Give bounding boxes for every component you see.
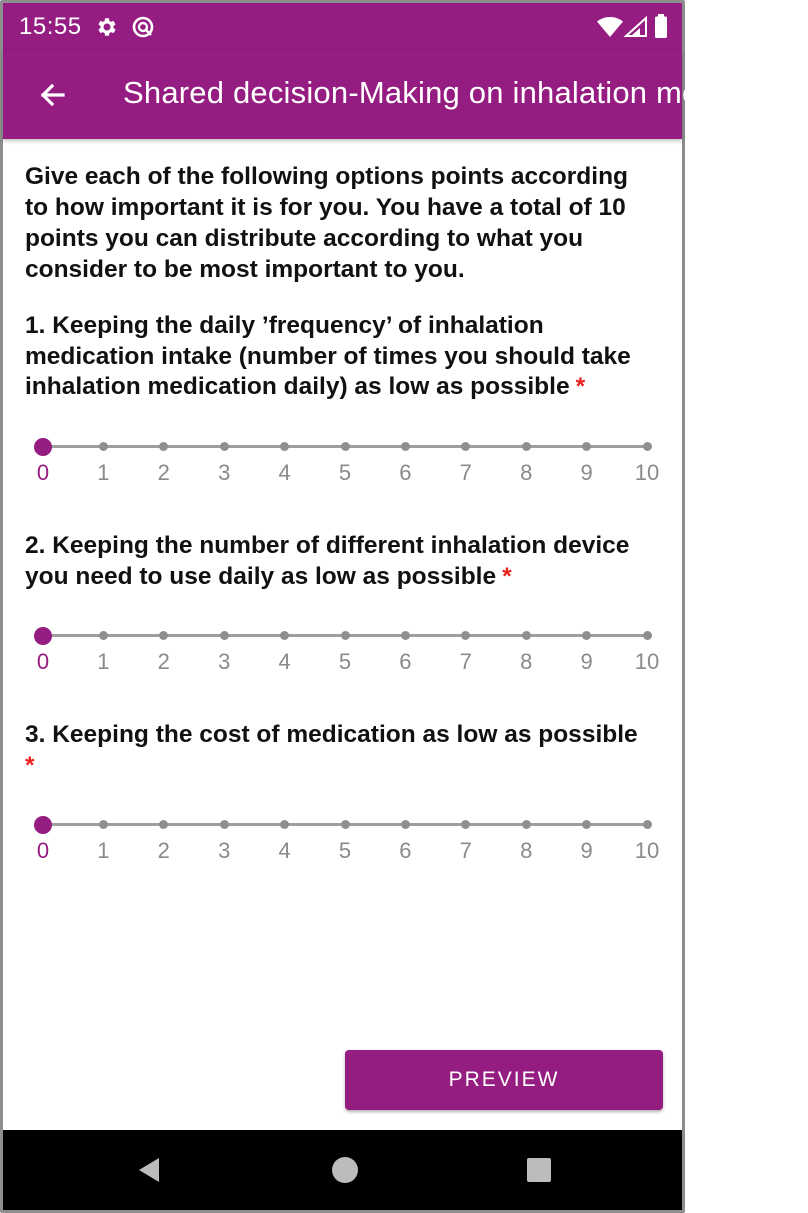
slider-tick[interactable]: [159, 820, 168, 829]
gear-icon: [95, 15, 119, 39]
slider-tick[interactable]: [582, 442, 591, 451]
question-3: [25, 720, 665, 781]
slider-thumb[interactable]: [34, 627, 52, 645]
slider-tick[interactable]: [341, 442, 350, 451]
question-text: [25, 720, 665, 781]
slider-tick[interactable]: [522, 820, 531, 829]
importance-slider-1[interactable]: [3, 436, 682, 496]
slider-tick-label: 4: [278, 649, 291, 674]
slider-tick[interactable]: [159, 442, 168, 451]
slider-tick-label: 3: [218, 649, 231, 674]
slider-tick[interactable]: [461, 442, 470, 451]
slider-tick-label: 0: [36, 838, 50, 863]
required-asterisk: *: [502, 562, 512, 590]
slider-tick-label: 3: [218, 838, 231, 863]
slider-tick-label: 10: [634, 838, 660, 863]
slider-tick-label: 7: [459, 838, 472, 863]
slider-tick-label: 5: [338, 649, 352, 674]
slider-tick[interactable]: [401, 820, 410, 829]
slider-tick-label: 1: [97, 838, 110, 863]
arrow-left-icon[interactable]: [33, 75, 73, 115]
status-clock: 15:55: [19, 13, 82, 40]
nav-home-icon[interactable]: [332, 1157, 358, 1183]
slider-tick[interactable]: [582, 631, 591, 640]
slider-tick[interactable]: [220, 442, 229, 451]
slider-tick[interactable]: [341, 820, 350, 829]
slider-tick-label: 3: [218, 460, 231, 485]
slider-tick-label: 9: [580, 649, 593, 674]
slider-tick[interactable]: [99, 631, 108, 640]
slider-tick-label: 8: [520, 838, 533, 863]
slider-tick-label: 2: [157, 838, 170, 863]
slider-tick[interactable]: [220, 820, 229, 829]
slider-tick-label: 6: [399, 838, 412, 863]
nav-recents-icon[interactable]: [527, 1158, 551, 1182]
required-asterisk: *: [25, 751, 35, 779]
required-asterisk: *: [575, 373, 586, 400]
slider-tick-label: 9: [580, 838, 593, 863]
slider-tick[interactable]: [643, 631, 652, 640]
slider-tick-label: 2: [157, 649, 170, 674]
slider-tick-label: 2: [157, 460, 170, 485]
question-label: 2. Keeping the number of different inhalation device you need to use daily as low as possible: [25, 532, 630, 590]
slider-tick-label: 8: [520, 649, 533, 674]
slider-tick-label: 10: [634, 460, 660, 485]
slider-tick[interactable]: [99, 820, 108, 829]
question-text: [25, 311, 665, 403]
slider-tick[interactable]: [582, 820, 591, 829]
slider-tick[interactable]: [461, 631, 470, 640]
battery-icon: [655, 14, 667, 38]
wifi-icon: [597, 17, 623, 37]
slider-tick-label: 4: [278, 460, 291, 485]
slider-tick[interactable]: [522, 631, 531, 640]
slider-tick-label: 1: [97, 649, 110, 674]
slider-tick-label: 5: [338, 838, 352, 863]
importance-slider-2[interactable]: [3, 625, 682, 685]
signal-icon: [625, 17, 647, 37]
slider-tick-label: 7: [459, 460, 472, 485]
slider-tick[interactable]: [341, 631, 350, 640]
slider-tick[interactable]: [401, 631, 410, 640]
slider-tick[interactable]: [280, 820, 289, 829]
importance-slider-3[interactable]: [3, 814, 682, 874]
slider-tick-label: 0: [36, 649, 50, 674]
slider-tick[interactable]: [401, 442, 410, 451]
slider-tick-label: 9: [580, 460, 593, 485]
slider-tick[interactable]: [280, 442, 289, 451]
slider-tick[interactable]: [643, 442, 652, 451]
sync-icon: [131, 15, 155, 39]
slider-tick[interactable]: [159, 631, 168, 640]
question-label: 3. Keeping the cost of medication as low as possible: [25, 721, 638, 748]
preview-button[interactable]: PREVIEW: [345, 1050, 663, 1110]
slider-tick-label: 8: [520, 460, 533, 485]
instructions-text: Give each of the following options points according to how important it is for you. You have a total of 10 points you can distribute according to what you consider to be most important to you.: [25, 163, 629, 283]
status-bar: [3, 3, 682, 51]
slider-tick-label: 6: [399, 649, 412, 674]
slider-tick-label: 4: [278, 838, 291, 863]
slider-tick[interactable]: [522, 442, 531, 451]
slider-tick[interactable]: [280, 631, 289, 640]
slider-tick-label: 6: [399, 460, 412, 485]
app-bar: [3, 51, 808, 139]
slider-tick-label: 10: [634, 649, 660, 674]
question-label: 1. Keeping the daily ’frequency’ of inhalation medication intake (number of times you should take inhalation medication daily) as low as possible: [25, 312, 631, 400]
question-2: [25, 531, 665, 592]
slider-tick[interactable]: [461, 820, 470, 829]
slider-tick-label: 5: [338, 460, 352, 485]
slider-tick-label: 1: [97, 460, 110, 485]
slider-thumb[interactable]: [34, 816, 52, 834]
slider-tick[interactable]: [99, 442, 108, 451]
page-title: Shared decision-Making on inhalation medication: [123, 75, 808, 110]
question-1: [25, 311, 665, 403]
slider-tick-label: 0: [36, 460, 50, 485]
slider-tick-label: 7: [459, 649, 472, 674]
slider-tick[interactable]: [220, 631, 229, 640]
slider-thumb[interactable]: [34, 438, 52, 456]
navigation-bar: [3, 1130, 682, 1210]
slider-tick[interactable]: [643, 820, 652, 829]
nav-back-icon[interactable]: [135, 1156, 163, 1184]
question-text: [25, 531, 665, 592]
